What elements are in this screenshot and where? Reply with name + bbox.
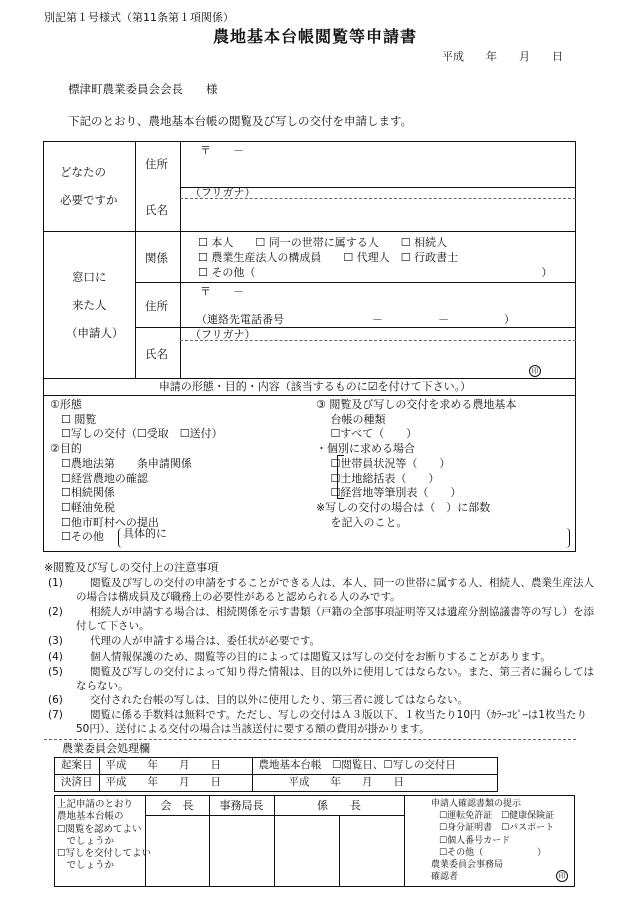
note-item: (1) 閲覧及び写しの交付の申請をすることができる人は、本人、同一の世帯に属する人、相続人、農業生産法人の場合は構成員及び職務上の必要性があると認められる人のみです。 [48, 577, 594, 603]
ledger-item[interactable]: ☐世帯員状況等（ ） [316, 456, 451, 470]
ledger-item: ※写しの交付の場合は（ ）に部数 [316, 500, 491, 514]
purpose-left-column [50, 398, 223, 545]
purpose-item[interactable]: ☐相続関係 [50, 486, 115, 500]
notes-title: ※閲覧及び写しの交付上の注意事項 [44, 561, 219, 574]
phone-line[interactable]: （連絡先電話番号 － － ） [196, 313, 515, 326]
ledger-item: を記入のこと。 [316, 515, 408, 529]
purpose-header: 申請の形態・目的・内容（該当するものに☑を付けて下さい。） [158, 380, 472, 393]
postal-mark: 〒 － [200, 144, 244, 157]
postal-mark-2: 〒 － [200, 285, 244, 298]
seal-icon: 印 [529, 365, 541, 377]
address-field[interactable] [190, 158, 570, 184]
who-needs-label-2: 必要ですか [60, 193, 118, 207]
specific-bracket[interactable] [118, 528, 570, 548]
approver-director: 事務局長 [219, 799, 264, 812]
intro-text: 下記のとおり、農地基本台帳の閲覧及び写しの交付を申請します。 [68, 114, 413, 128]
applicant-label-3: （申請人） [66, 326, 124, 340]
specific-label: 具体的に [123, 527, 167, 540]
page-title: 農地基本台帳閲覧等申請書 [212, 27, 417, 46]
applicant-label-2: 来た人 [72, 298, 107, 312]
purpose-item[interactable]: ☐農地法第 条申請関係 [50, 456, 192, 470]
name-label: 氏名 [145, 203, 168, 217]
ledger-item[interactable]: ☐経営地等筆別表（ ） [316, 486, 462, 500]
purpose-item[interactable]: ①形態 [50, 398, 82, 411]
relation-options-2[interactable]: ☐ 農業生産法人の構成員 ☐ 代理人 ☐ 行政書士 [198, 251, 459, 264]
individual-bracket [337, 455, 344, 499]
ledger-item: ・個別に求める場合 [316, 442, 415, 456]
note-item: (2) 相続人が申請する場合は、相続関係を示す書類（戸籍の全部事項証明等又は遺産分割協議書等の写し）を添付して下さい。 [48, 606, 594, 632]
office-title: 農業委員会処理欄 [62, 742, 150, 755]
ledger-item: ③ 閲覧及び写しの交付を求める農地基本 [316, 398, 517, 411]
checker-seal-icon: 印 [556, 870, 568, 882]
purpose-item[interactable]: ☐軽油免税 [50, 500, 115, 514]
ledger-date-label: 農地基本台帳 ☐閲覧日、☐写しの交付日 [252, 758, 497, 775]
purpose-item[interactable]: ☐他市町村への提出 [50, 515, 159, 529]
addressee: 標津町農業委員会会長 様 [68, 82, 218, 96]
approval-left-text: 上記申請のとおり 農地基本台帳の ☐閲覧を認めてよい でしょうか ☐写しを交付してよい でしょうか [57, 799, 152, 872]
approver-chair: 会 長 [160, 799, 194, 812]
address-label: 住所 [145, 157, 168, 171]
office-date-table [54, 757, 498, 792]
relation-options-1[interactable]: ☐ 本人 ☐ 同一の世帯に属する人 ☐ 相続人 [198, 236, 448, 249]
note-item: (4) 個人情報保護のため、閲覧等の目的によっては閲覧又は写しの交付をお断りすることがあります。 [48, 651, 551, 663]
address-label-2: 住所 [145, 299, 168, 313]
ledger-item[interactable]: ☐土地総括表（ ） [316, 471, 440, 485]
settle-date-label: 決済日 [55, 775, 100, 792]
name-label-2: 氏名 [145, 347, 168, 361]
settle-date-value[interactable]: 平成 年 月 日 [99, 775, 252, 792]
note-item: (7) 閲覧に係る手数料は無料です。ただし、写しの交付はＡ３版以下、１枚当たり10円（ｶﾗｰｺﾋﾟｰは1枚当たり50円）、送付による交付の場合は当該送付に要する額の費用が掛かります。 [48, 709, 587, 735]
date-line: 平成 年 月 日 [442, 50, 563, 63]
ledger-item: 台帳の種類 [316, 412, 386, 426]
approver-chief: 係 長 [317, 799, 361, 812]
furigana-label: （フリガナ） [190, 186, 256, 199]
confirm-block: 申請人確認書類の提示 ☐運転免許証 ☐健康保険証 ☐身分証明書 ☐パスポート ☐個人番号カード ☐その他（ ） 農業委員会事務局 確認者 [431, 799, 555, 883]
draft-date-label: 起案日 [55, 758, 100, 775]
relation-label: 関係 [145, 251, 168, 265]
draft-date-value[interactable]: 平成 年 月 日 [99, 758, 252, 775]
applicant-label-1: 窓口に [72, 270, 107, 284]
purpose-item[interactable]: ☐その他 [50, 530, 104, 544]
name-field[interactable] [190, 203, 570, 227]
form-label: 別記第１号様式（第11条第１項関係） [44, 11, 234, 24]
purpose-item[interactable]: ☐写しの交付（☐受取 ☐送付） [50, 427, 223, 441]
note-item: (5) 閲覧及び写しの交付によって知り得た情報は、目的以外に使用してはならない。また、第三者に漏らしてはならない。 [48, 666, 594, 692]
note-item: (6) 交付された台帳の写しは、目的以外に使用したり、第三者に渡してはならない。 [48, 694, 468, 706]
purpose-item[interactable]: ②目的 [50, 442, 82, 456]
purpose-item[interactable]: ☐経営農地の確認 [50, 471, 148, 485]
ledger-date-value[interactable]: 平成 年 月 日 [252, 775, 497, 792]
purpose-right-column [316, 398, 516, 530]
who-needs-label: どなたの [60, 165, 106, 179]
furigana-label-2: （フリガナ） [190, 328, 256, 341]
relation-options-3[interactable]: ☐ その他（ ） [198, 266, 553, 279]
cut-line [44, 739, 576, 740]
ledger-item[interactable]: ☐すべて（ ） [316, 427, 418, 441]
purpose-item[interactable]: ☐ 閲覧 [50, 412, 97, 426]
note-item: (3) 代理の人が申請する場合は、委任状が必要です。 [48, 635, 321, 647]
applicant-name-field[interactable] [190, 344, 520, 372]
